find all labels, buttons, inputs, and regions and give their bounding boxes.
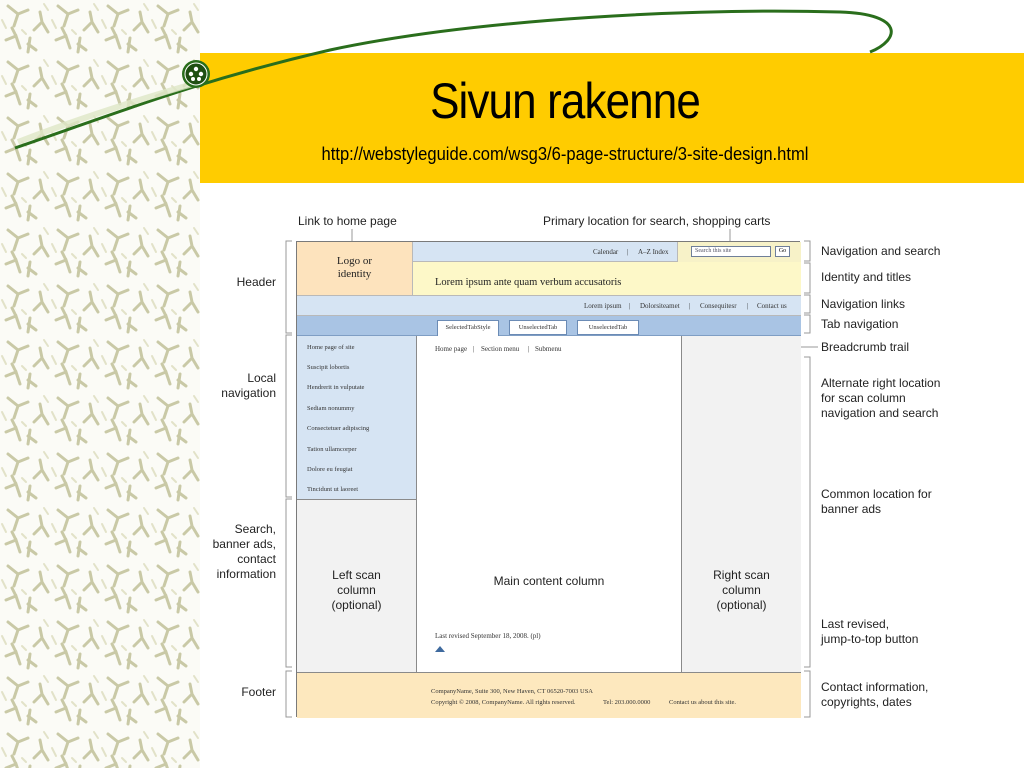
nav-link-3[interactable]: Consequitesr	[700, 302, 737, 310]
breadcrumb-sep: |	[473, 345, 475, 353]
label-contact-2: copyrights, dates	[821, 695, 912, 709]
label-search-3: contact	[237, 552, 276, 566]
source-url[interactable]: http://webstyleguide.com/wsg3/6-page-structure/3-site-design.html	[321, 144, 809, 164]
nav-links-bar	[297, 296, 801, 316]
label-search-4: information	[216, 567, 276, 581]
left-scan-column	[297, 500, 417, 672]
left-scan-text-1: Left scan	[332, 568, 381, 582]
last-revised: Last revised September 18, 2008. (pl)	[435, 632, 541, 640]
label-local-nav-1: Local	[247, 371, 276, 385]
label-breadcrumb: Breadcrumb trail	[821, 340, 910, 354]
util-separator: |	[627, 248, 629, 256]
go-button[interactable]: Go	[775, 246, 790, 257]
breadcrumb-home[interactable]: Home page	[435, 345, 468, 353]
tab-unselected-2[interactable]: UnselectedTab	[577, 320, 639, 335]
local-nav-item[interactable]: Sediam nonummy	[307, 405, 355, 412]
label-banner-2: banner ads	[821, 502, 882, 516]
label-tab-nav: Tab navigation	[821, 317, 899, 331]
left-scan-text-2: column	[337, 583, 376, 597]
jump-to-top-arrow-icon[interactable]	[435, 645, 445, 653]
node-icon	[182, 60, 210, 88]
main-content-label: Main content column	[493, 574, 605, 588]
local-nav-item[interactable]: Tincidunt ut laoreet	[307, 486, 359, 493]
identity-title: Lorem ipsum ante quam verbum accusatoris	[413, 262, 801, 296]
local-nav-item[interactable]: Home page of site	[307, 344, 355, 351]
label-last-revised-1: Last revised,	[821, 617, 890, 631]
footer-phone: Tel: 203.000.0000	[603, 699, 651, 706]
slide-title: Sivun rakenne	[430, 73, 700, 129]
breadcrumb-submenu[interactable]: Submenu	[535, 345, 562, 353]
nav-sep: |	[689, 302, 691, 310]
label-alt-right-3: navigation and search	[821, 406, 939, 420]
label-alt-right-2: for scan column	[821, 391, 906, 405]
tab-selected[interactable]: SelectedTabStyle	[437, 320, 499, 336]
main-content	[417, 336, 681, 672]
label-last-revised-2: jump-to-top button	[821, 632, 919, 646]
local-nav-item[interactable]: Hendrerit in vulputate	[307, 384, 365, 391]
nav-link-2[interactable]: Dolorsiteamet	[640, 302, 680, 310]
az-index-link[interactable]: A–Z Index	[638, 248, 669, 256]
nav-link-1[interactable]: Lorem ipsum	[584, 302, 622, 310]
label-home-link: Link to home page	[298, 214, 397, 228]
tab-unselected-1[interactable]: UnselectedTab	[509, 320, 567, 335]
tab-bar	[297, 316, 801, 336]
calendar-link[interactable]: Calendar	[593, 248, 619, 256]
label-search-1: Search,	[234, 522, 276, 536]
breadcrumb-section[interactable]: Section menu	[481, 345, 520, 353]
label-identity: Identity and titles	[821, 270, 912, 284]
utility-bar	[413, 242, 801, 262]
label-footer: Footer	[241, 685, 276, 699]
label-banner-1: Common location for	[821, 487, 932, 501]
page-structure-diagram	[200, 205, 960, 725]
logo-text-1: Logo or	[336, 255, 373, 267]
label-header: Header	[236, 275, 276, 289]
local-nav-item[interactable]: Dolore eu feugiat	[307, 466, 353, 473]
footer-address: CompanyName, Suite 300, New Haven, CT 06520-7003 USA	[431, 688, 594, 695]
footer-contact-link[interactable]: Contact us about this site.	[669, 699, 736, 706]
contact-link[interactable]: Contact us	[757, 302, 787, 310]
breadcrumb-sep: |	[528, 345, 530, 353]
label-alt-right-1: Alternate right location	[821, 376, 941, 390]
label-nav-links: Navigation links	[821, 297, 906, 311]
footer-copyright: Copyright © 2008, CompanyName. All rights reserved.	[431, 699, 576, 706]
right-scan-text-2: column	[722, 583, 761, 597]
label-nav-search: Navigation and search	[821, 244, 941, 258]
label-contact-1: Contact information,	[821, 680, 929, 694]
label-search-2: banner ads,	[212, 537, 276, 551]
local-nav-item[interactable]: Consectetuer adipiscing	[307, 425, 370, 432]
right-scan-text-1: Right scan	[713, 568, 770, 582]
right-scan-text-3: (optional)	[716, 598, 767, 612]
logo-area[interactable]	[297, 242, 413, 296]
left-scan-text-3: (optional)	[331, 598, 382, 612]
nav-sep: |	[747, 302, 749, 310]
mock-page	[296, 241, 800, 717]
search-input[interactable]: Search this site	[691, 246, 771, 257]
label-local-nav-2: navigation	[221, 386, 276, 400]
local-nav	[297, 336, 417, 500]
right-scan-column	[681, 336, 801, 672]
local-nav-item[interactable]: Tation ullamcorper	[307, 446, 357, 453]
nav-sep: |	[629, 302, 631, 310]
local-nav-item[interactable]: Suscipit lobortis	[307, 364, 350, 371]
label-primary-search: Primary location for search, shopping carts	[543, 214, 771, 228]
page-footer	[297, 672, 801, 718]
search-area	[677, 242, 801, 262]
logo-text-2: identity	[337, 268, 372, 280]
